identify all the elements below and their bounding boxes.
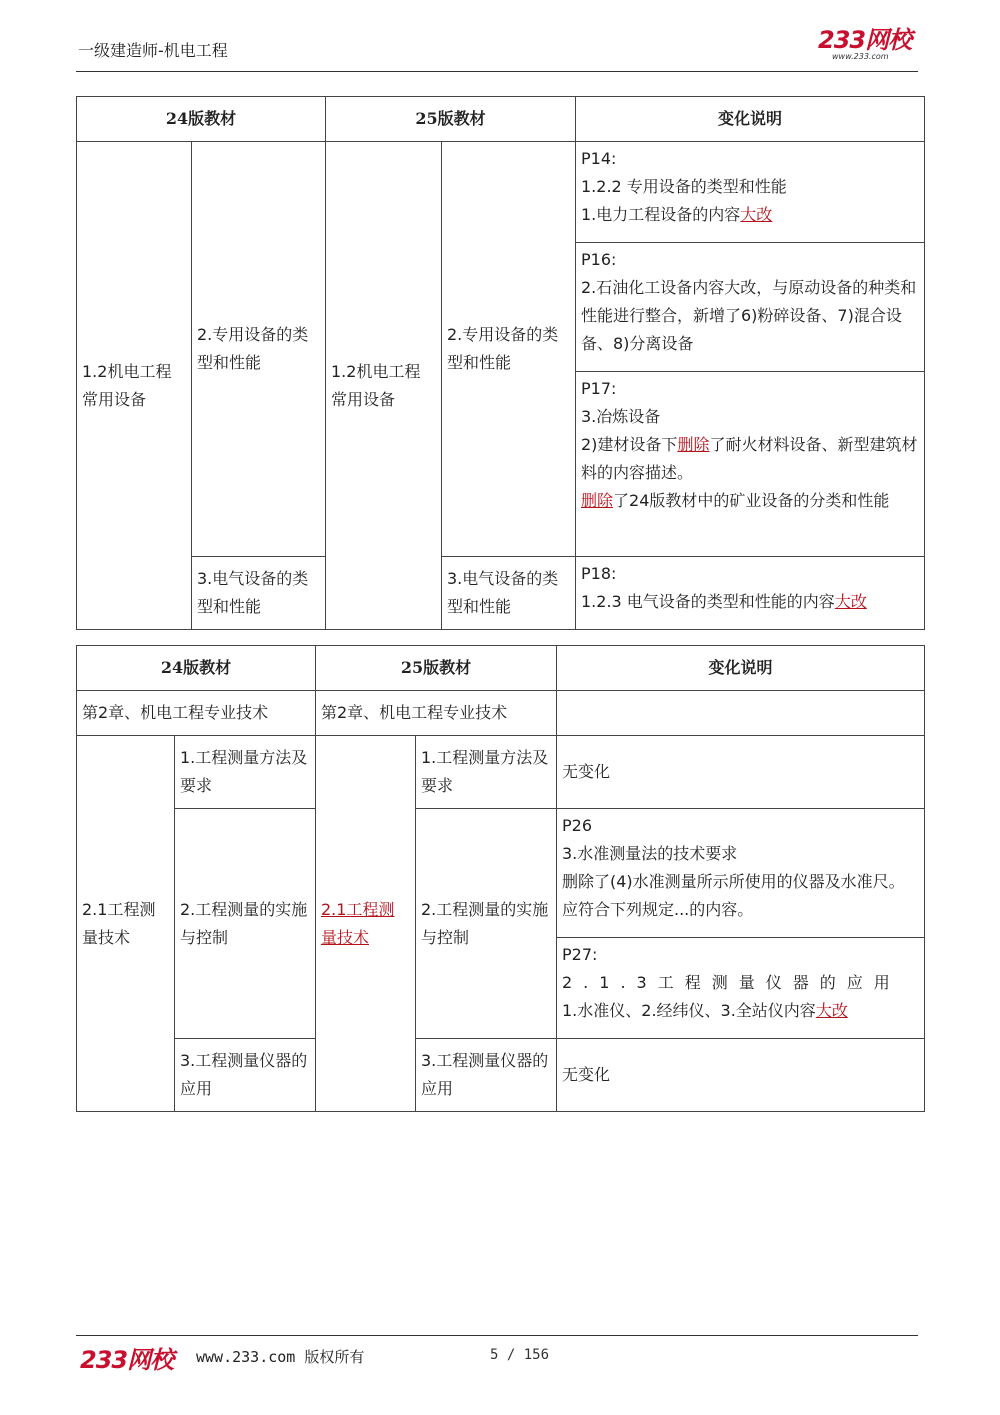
header-24: 24版教材 (77, 97, 326, 142)
change-text: 1.电力工程设备的内容 (581, 205, 741, 224)
change-text: 了24版教材中的矿业设备的分类和性能 (613, 491, 890, 510)
highlight-link[interactable]: 删除 (581, 491, 614, 510)
change-line: 删除了(4)水准测量所示所使用的仪器及水准尺。应符合下列规定...的内容。 (562, 872, 905, 919)
section-24: 2.1工程测量技术 (77, 736, 175, 1112)
change-cell (576, 243, 925, 372)
header-change: 变化说明 (576, 97, 925, 142)
section-24: 1.2机电工程常用设备 (77, 142, 192, 630)
logo-url: www.233.com (832, 52, 889, 61)
logo-text: 233网校 (818, 26, 912, 54)
section-25: 1.2机电工程常用设备 (326, 142, 442, 630)
page-ref: P26 (562, 816, 593, 835)
item-24: 2.专用设备的类型和性能 (192, 142, 326, 557)
change-text: 1.水准仪、2.经纬仪、3.全站仪内容 (562, 1001, 816, 1020)
change-line (581, 588, 919, 616)
item-24: 1.工程测量方法及要求 (175, 736, 316, 809)
item-25: 2.工程测量的实施与控制 (416, 809, 557, 1039)
footer-logo[interactable]: 233网校 (80, 1346, 174, 1374)
page-ref: P17: (581, 379, 617, 398)
page-ref: P16: (581, 250, 617, 269)
page-ref: P27: (562, 945, 598, 964)
change-cell (576, 142, 925, 243)
footer-copyright: www.233.com 版权所有 (196, 1348, 365, 1366)
change-cell: 无变化 (557, 736, 925, 809)
item-24: 3.工程测量仪器的应用 (175, 1039, 316, 1112)
item-25: 3.工程测量仪器的应用 (416, 1039, 557, 1112)
comparison-table-1 (76, 96, 925, 630)
header-24: 24版教材 (77, 646, 316, 691)
header-25: 25版教材 (316, 646, 557, 691)
chapter-25: 第2章、机电工程专业技术 (316, 691, 557, 736)
highlight-link[interactable]: 大改 (740, 205, 773, 224)
footer-divider (76, 1335, 918, 1336)
item-25: 1.工程测量方法及要求 (416, 736, 557, 809)
section-25 (316, 736, 416, 1112)
change-cell (557, 938, 925, 1039)
item-25: 2.专用设备的类型和性能 (442, 142, 576, 557)
change-line: 3.冶炼设备 (581, 407, 661, 426)
change-line: 1.2.2 专用设备的类型和性能 (581, 177, 787, 196)
page-ref: P14: (581, 149, 617, 168)
item-25: 3.电气设备的类型和性能 (442, 557, 576, 630)
change-cell: 无变化 (557, 1039, 925, 1112)
change-cell (557, 809, 925, 938)
highlight-link[interactable]: 大改 (815, 1001, 848, 1020)
item-24: 2.工程测量的实施与控制 (175, 809, 316, 1039)
page-ref: P18: (581, 564, 617, 583)
brand-logo[interactable] (818, 28, 918, 61)
change-line (562, 997, 919, 1025)
change-cell (576, 557, 925, 630)
header-25: 25版教材 (326, 97, 576, 142)
chapter-24: 第2章、机电工程专业技术 (77, 691, 316, 736)
highlight-link[interactable]: 大改 (834, 592, 867, 611)
item-24: 3.电气设备的类型和性能 (192, 557, 326, 630)
change-text: 了耐火材料设备、新型建筑材料的内容描述。 (581, 435, 918, 482)
change-cell (576, 372, 925, 557)
change-text: 2)建材设备下 (581, 435, 678, 454)
change-line: 2.石油化工设备内容大改，与原动设备的种类和性能进行整合，新增了6)粉碎设备、7)混合设备、8)分离设备 (581, 278, 917, 353)
change-line (581, 431, 919, 487)
change-cell (557, 691, 925, 736)
change-line: 3.水准测量法的技术要求 (562, 844, 738, 863)
header-change: 变化说明 (557, 646, 925, 691)
change-text: 1.2.3 电气设备的类型和性能的内容 (581, 592, 835, 611)
header-divider (76, 71, 918, 72)
change-line (581, 487, 919, 515)
highlight-link[interactable]: 删除 (677, 435, 710, 454)
document-title: 一级建造师-机电工程 (78, 41, 228, 60)
page-number: 5 / 156 (490, 1347, 550, 1363)
comparison-table-2 (76, 645, 925, 1112)
section-link[interactable]: 2.1工程测量技术 (321, 899, 395, 947)
change-line (581, 201, 919, 229)
change-line: 2.1.3工程测量仪器的应用 (562, 973, 901, 992)
